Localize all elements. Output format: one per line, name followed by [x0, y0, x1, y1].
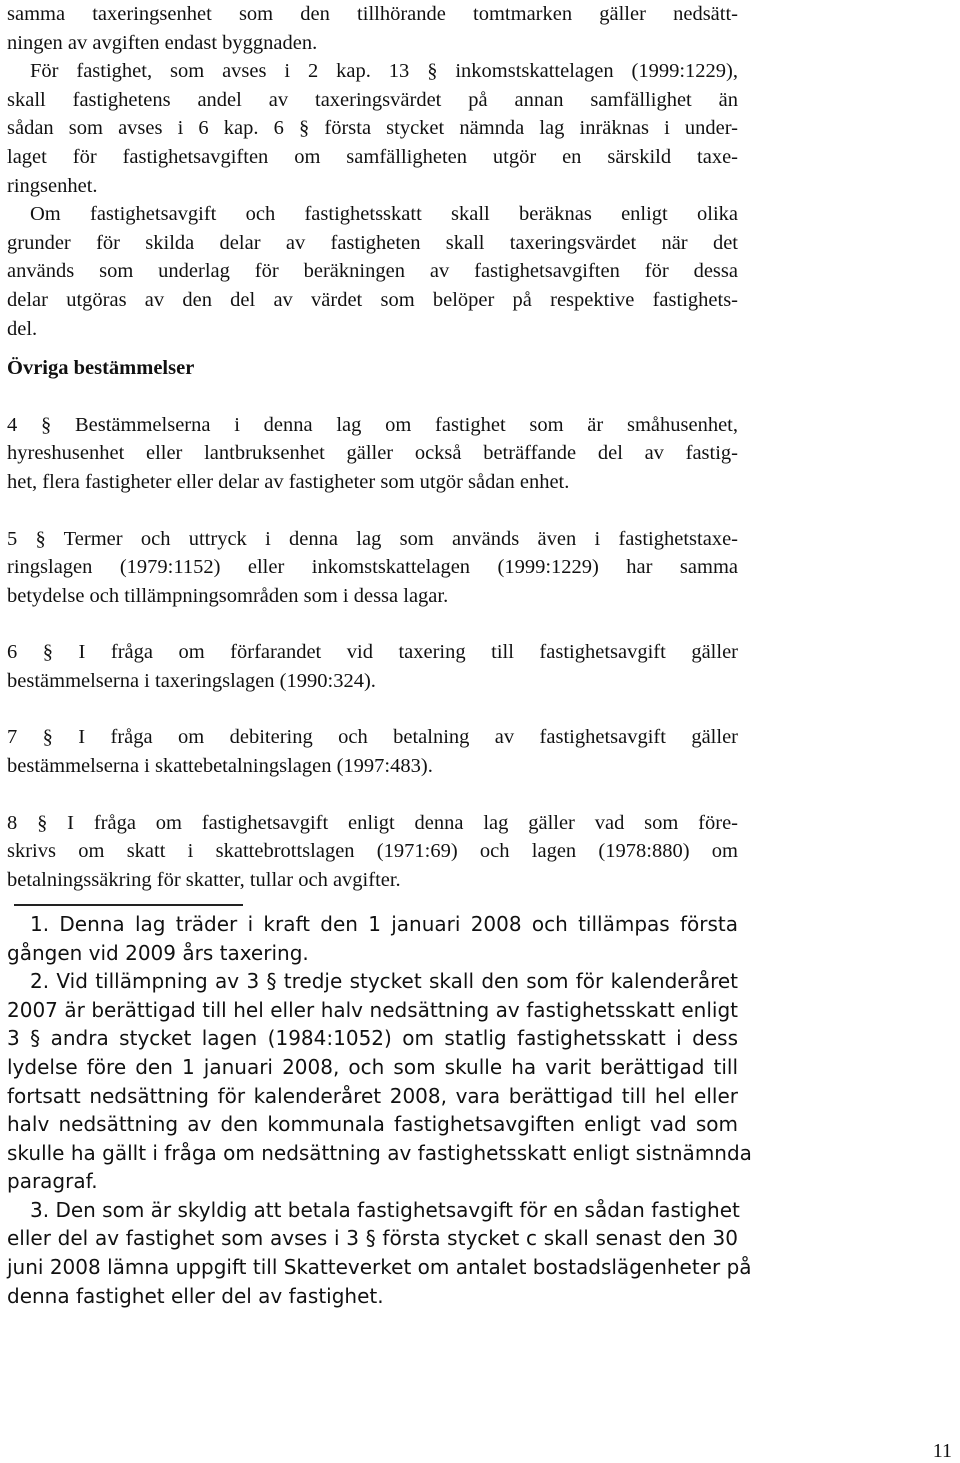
footnote-1: [7, 910, 738, 967]
text-line: 1. Denna lag träder i kraft den 1 januari 2008 och tillämpas första: [30, 911, 738, 936]
text-line: ningen av avgiften endast byggnaden.: [7, 31, 318, 54]
section-7: [7, 723, 738, 780]
text-line: 2. Vid tillämpning av 3 § tredje stycket skall den som för kalenderåret: [30, 969, 738, 994]
text-line: eller del av fastighet som avses i 3 § första stycket c skall senast den 30: [7, 1226, 738, 1251]
text-line: halv nedsättning av den kommunala fastighetsavgiften enligt vad som: [7, 1112, 738, 1137]
text-line: paragraf.: [7, 1169, 98, 1194]
text-line: skrivs om skatt i skattebrottslagen (1971:69) och lagen (1978:880) om: [7, 840, 738, 863]
text-line: 3 § andra stycket lagen (1984:1052) om statlig fastighetsskatt i dess: [7, 1026, 738, 1051]
text-line: 2007 är berättigad till hel eller halv nedsättning av fastighetsskatt enligt: [7, 997, 738, 1022]
section-8: [7, 809, 738, 895]
text-line: skulle ha gällt i fråga om nedsättning av fastighetsskatt enligt sistnämnda: [7, 1140, 752, 1165]
text-line: gången vid 2009 års taxering.: [7, 940, 309, 965]
footnote-2: [7, 967, 752, 1196]
text-line: del.: [7, 317, 38, 340]
footnote-divider: [14, 904, 243, 906]
text-line: 7 § I fråga om debitering och betalning av fastighetsavgift gäller: [7, 726, 738, 749]
paragraph-olika-grunder: [7, 200, 738, 343]
paragraph-continued: [7, 0, 738, 57]
text-line: delar utgöras av den del av värdet som belöper på respektive fastighets-: [7, 288, 738, 311]
text-line: 3. Den som är skyldig att betala fastighetsavgift för en sådan fastighet: [30, 1197, 740, 1222]
text-line: 5 § Termer och uttryck i denna lag som används även i fastighetstaxe-: [7, 527, 738, 550]
text-line: lydelse före den 1 januari 2008, och som skulle ha varit berättigad till: [7, 1054, 738, 1079]
text-line: het, flera fastigheter eller delar av fastigheter som utgör sådan enhet.: [7, 470, 570, 493]
text-line: betalningssäkring för skatter, tullar och avgifter.: [7, 868, 401, 891]
text-line: 6 § I fråga om förfarandet vid taxering till fastighetsavgift gäller: [7, 641, 738, 664]
section-5: [7, 525, 738, 611]
text-line: samma taxeringsenhet som den tillhörande tomtmarken gäller nedsätt-: [7, 3, 738, 25]
page-number: 11: [932, 1440, 952, 1462]
text-line: 8 § I fråga om fastighetsavgift enligt denna lag gäller vad som före-: [7, 811, 738, 834]
text-line: fortsatt nedsättning för kalenderåret 2008, vara berättigad till hel eller: [7, 1083, 738, 1108]
text-line: ringslagen (1979:1152) eller inkomstskattelagen (1999:1229) har samma: [7, 556, 738, 579]
text-line: denna fastighet eller del av fastighet.: [7, 1283, 384, 1308]
text-line: betydelse och tillämpningsområden som i dessa lagar.: [7, 584, 449, 607]
footnotes: [7, 910, 752, 1310]
paragraph-samfallighet: [7, 57, 738, 200]
text-line: Om fastighetsavgift och fastighetsskatt skall beräknas enligt olika: [30, 203, 738, 226]
text-line: sådan som avses i 6 kap. 6 § första stycket nämnda lag inräknas i under-: [7, 117, 738, 140]
footnote-3: [7, 1196, 752, 1310]
section-6: [7, 638, 738, 695]
text-line: hyreshusenhet eller lantbruksenhet gäller också beträffande del av fastig-: [7, 442, 738, 465]
text-line: juni 2008 lämna uppgift till Skatteverket om antalet bostadslägenheter på: [7, 1255, 752, 1280]
section-heading: Övriga bestämmelser: [7, 357, 195, 380]
text-line: ringsenhet.: [7, 174, 98, 197]
text-line: För fastighet, som avses i 2 kap. 13 § inkomstskattelagen (1999:1229),: [30, 60, 738, 83]
text-line: bestämmelserna i taxeringslagen (1990:324).: [7, 669, 376, 692]
text-line: grunder för skilda delar av fastigheten skall taxeringsvärdet när det: [7, 231, 738, 254]
text-line: 4 § Bestämmelserna i denna lag om fastighet som är småhusenhet,: [7, 413, 738, 436]
section-4: [7, 411, 738, 497]
document-page: [7, 0, 752, 1310]
text-line: skall fastighetens andel av taxeringsvärdet på annan samfällighet än: [7, 88, 738, 111]
text-line: används som underlag för beräkningen av fastighetsavgiften för dessa: [7, 260, 738, 283]
text-line: bestämmelserna i skattebetalningslagen (1997:483).: [7, 755, 433, 778]
text-line: laget för fastighetsavgiften om samfälligheten utgör en särskild taxe-: [7, 145, 738, 168]
